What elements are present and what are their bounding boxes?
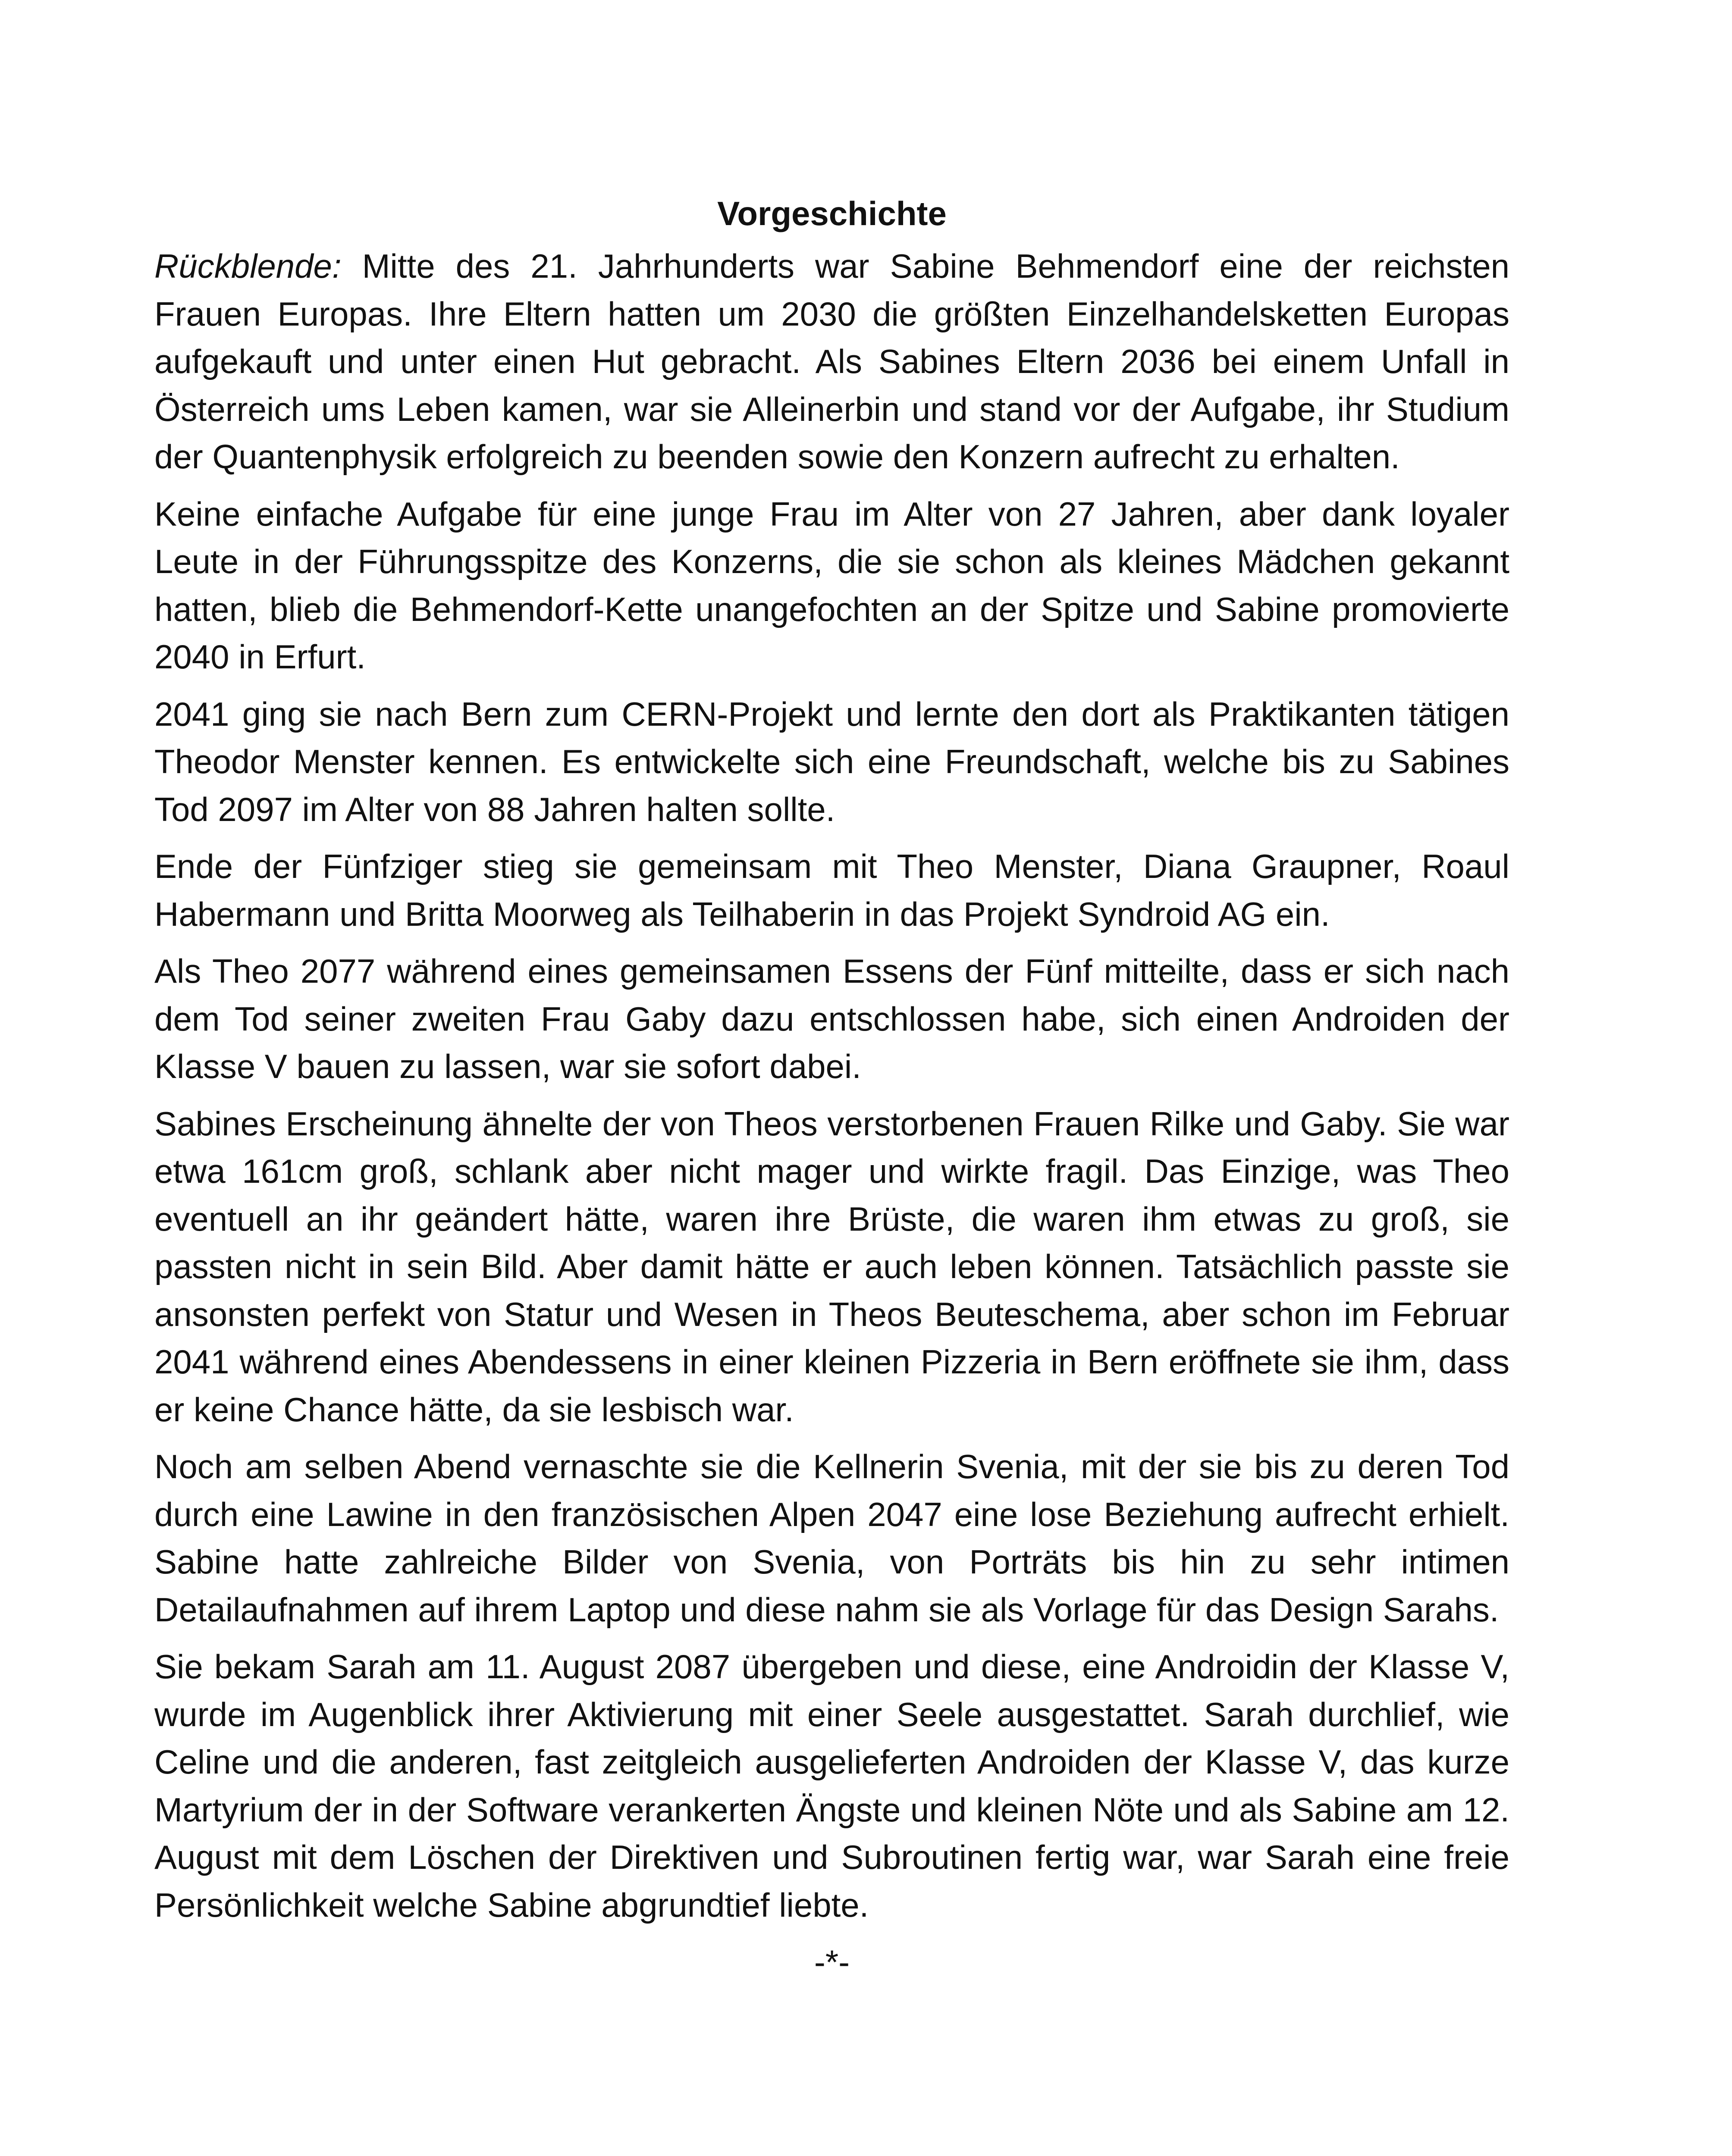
paragraph-7: Noch am selben Abend vernaschte sie die Kellnerin Svenia, mit der sie bis zu deren Tod durch eine Lawine in den französischen Alpen 2047 eine lose Beziehung aufrecht erhielt. Sabine hatte zahlreiche Bilder von Svenia, von Porträts bis hin zu sehr intimen Detailaufnahmen auf ihrem Laptop und diese nahm sie als Vorlage für das Design Sarahs. (154, 1448, 1509, 1629)
paragraph-5: Als Theo 2077 während eines gemeinsamen Essens der Fünf mitteilte, dass er sich nach dem Tod seiner zweiten Frau Gaby dazu entschlossen habe, sich einen Androiden der Klasse V bauen zu lassen, war sie sofort dabei. (154, 952, 1509, 1085)
paragraph-8: Sie bekam Sarah am 11. August 2087 übergeben und diese, eine Androidin der Klasse V, wurde im Augenblick ihrer Aktivierung mit einer Seele ausgestattet. Sarah durchlief, wie Celine und die anderen, fast zeitgleich ausgelieferten Androiden der Klasse V, das kurze Martyrium der in der Software verankerten Ängste und kleinen Nöte und als Sabine am 12. August mit dem Löschen der Direktiven und Subroutinen fertig war, war Sarah eine freie Persönlichkeit welche Sabine abgrundtief liebte. (154, 1648, 1509, 1924)
paragraph-1 (154, 242, 1509, 481)
paragraph-text: Mitte des 21. Jahrhunderts war Sabine Behmendorf eine der reichsten Frauen Europas. Ihre Eltern hatten um 2030 die größten Einzelhandelsketten Europas aufgekauft und unter einen Hut gebracht. Als Sabines Eltern 2036 bei einem Unfall in Österreich ums Leben kamen, war sie Alleinerbin und stand vor der Aufgabe, ihr Studium der Quantenphysik erfolgreich zu beenden sowie den Konzern aufrecht zu erhalten. (154, 247, 1509, 476)
paragraph-3: 2041 ging sie nach Bern zum CERN-Projekt und lernte den dort als Praktikanten tätigen Theodor Menster kennen. Es entwickelte sich eine Freundschaft, welche bis zu Sabines Tod 2097 im Alter von 88 Jahren halten sollte. (154, 695, 1509, 828)
chapter-title: Vorgeschichte (717, 194, 947, 232)
paragraph-lead: Rückblende: (154, 247, 342, 285)
paragraph-2: Keine einfache Aufgabe für eine junge Frau im Alter von 27 Jahren, aber dank loyaler Leute in der Führungsspitze des Konzerns, die sie schon als kleines Mädchen gekannt hatten, blieb die Behmendorf-Kette unangefochten an der Spitze und Sabine promovierte 2040 in Erfurt. (154, 495, 1509, 676)
page-content (154, 190, 1509, 1986)
paragraph-6: Sabines Erscheinung ähnelte der von Theos verstorbenen Frauen Rilke und Gaby. Sie war etwa 161cm groß, schlank aber nicht mager und wirkte fragil. Das Einzige, was Theo eventuell an ihr geändert hätte, waren ihre Brüste, die waren ihm etwas zu groß, sie passten nicht in sein Bild. Aber damit hätte er auch leben können. Tatsächlich passte sie ansonsten perfekt von Statur und Wesen in Theos Beuteschema, aber schon im Februar 2041 während eines Abendessens in einer kleinen Pizzeria in Bern eröffnete sie ihm, dass er keine Chance hätte, da sie lesbisch war. (154, 1104, 1509, 1429)
section-separator: -*- (814, 1943, 850, 1981)
paragraph-4: Ende der Fünfziger stieg sie gemeinsam mit Theo Menster, Diana Graupner, Roaul Habermann und Britta Moorweg als Teilhaberin in das Projekt Syndroid AG ein. (154, 847, 1509, 933)
